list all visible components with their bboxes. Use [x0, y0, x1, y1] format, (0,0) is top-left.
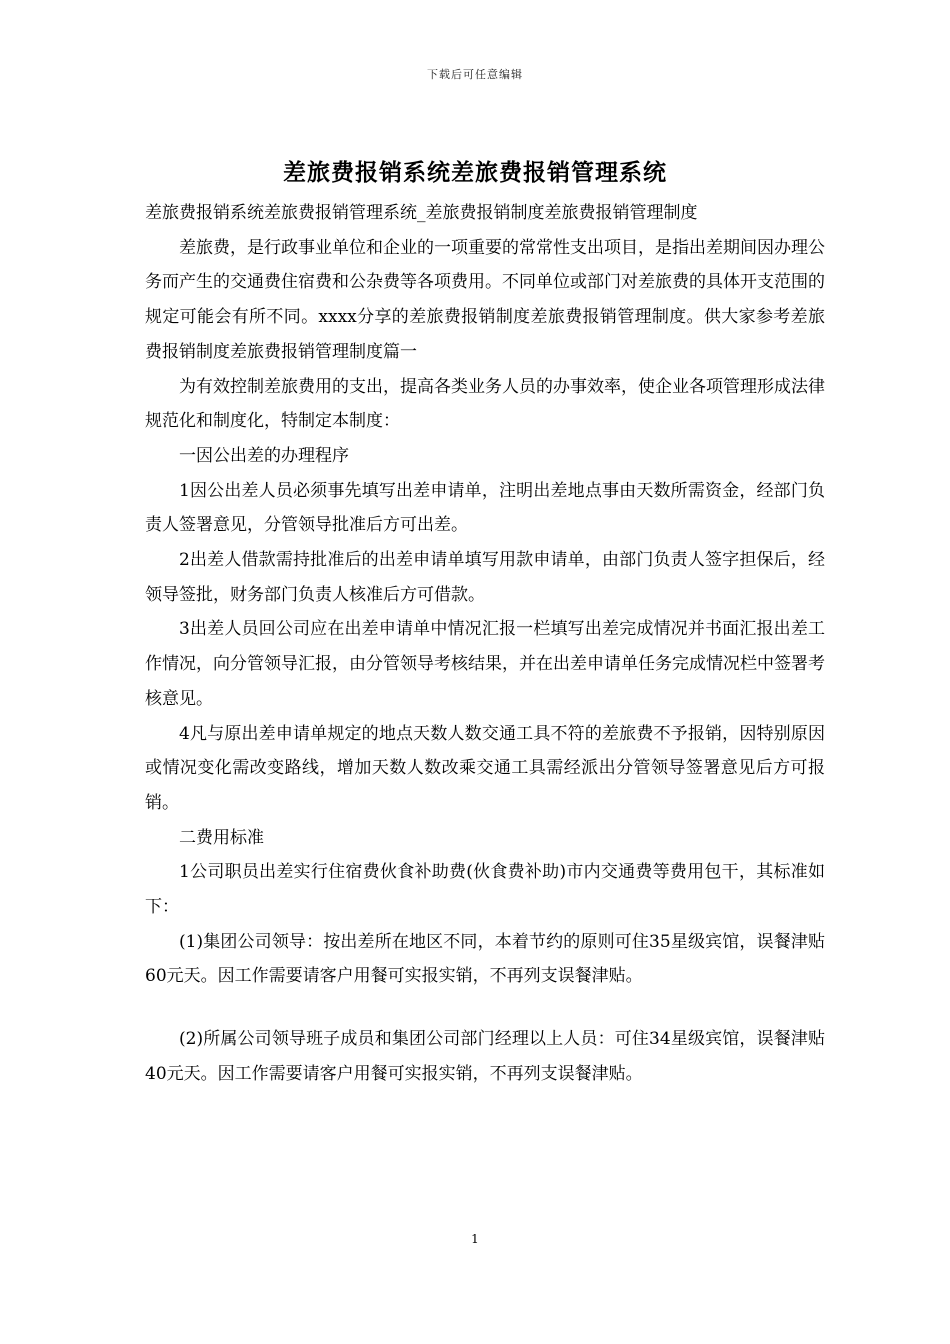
paragraph-standards-1: 1公司职员出差实行住宿费伙食补助费(伙食费补助)市内交通费等费用包干，其标准如下： [145, 862, 825, 918]
page-number: 1 [471, 1232, 479, 1246]
document-title: 差旅费报销系统差旅费报销管理系统 [283, 159, 667, 186]
header-note: 下载后可任意编辑 [427, 68, 523, 81]
paragraph-purpose: 为有效控制差旅费用的支出，提高各类业务人员的办事效率，使企业各项管理形成法律规范化和制度化，特制定本制度： [145, 376, 825, 432]
paragraph-intro: 差旅费，是行政事业单位和企业的一项重要的常常性支出项目，是指出差期间因办理公务而产生的交通费住宿费和公杂费等各项费用。不同单位或部门对差旅费的具体开支范围的规定可能会有所不同。xxxx分享的差旅费报销制度差旅费报销管理制度。供大家参考差旅费报销制度差旅费报销管理制度篇一 [145, 237, 825, 362]
paragraph-procedure-3: 3出差人员回公司应在出差申请单中情况汇报一栏填写出差完成情况并书面汇报出差工作情况，向分管领导汇报，由分管领导考核结果，并在出差申请单任务完成情况栏中签署考核意见。 [145, 619, 825, 709]
paragraph-procedure-2: 2出差人借款需持批准后的出差申请单填写用款申请单，由部门负责人签字担保后，经领导签批，财务部门负责人核准后方可借款。 [145, 550, 825, 605]
paragraph-standards-item-2: (2)所属公司领导班子成员和集团公司部门经理以上人员：可住34星级宾馆，误餐津贴40元天。因工作需要请客户用餐可实报实销，不再列支误餐津贴。 [145, 1029, 825, 1084]
paragraph-procedure-4: 4凡与原出差申请单规定的地点天数人数交通工具不符的差旅费不予报销，因特别原因或情况变化需改变路线，增加天数人数改乘交通工具需经派出分管领导签署意见后方可报销。 [145, 723, 825, 813]
paragraph-procedure-1: 1因公出差人员必须事先填写出差申请单，注明出差地点事由天数所需资金，经部门负责人签署意见，分管领导批准后方可出差。 [145, 480, 825, 536]
paragraph-standards-item-1: (1)集团公司领导：按出差所在地区不同，本着节约的原则可住35星级宾馆，误餐津贴60元天。因工作需要请客户用餐可实报实销，不再列支误餐津贴。 [145, 931, 825, 987]
section-heading-standards: 二费用标准 [179, 827, 264, 848]
document-body [145, 196, 825, 1092]
document-subtitle: 差旅费报销系统差旅费报销管理系统_差旅费报销制度差旅费报销管理制度 [145, 203, 698, 223]
section-heading-procedure: 一因公出差的办理程序 [179, 445, 349, 466]
